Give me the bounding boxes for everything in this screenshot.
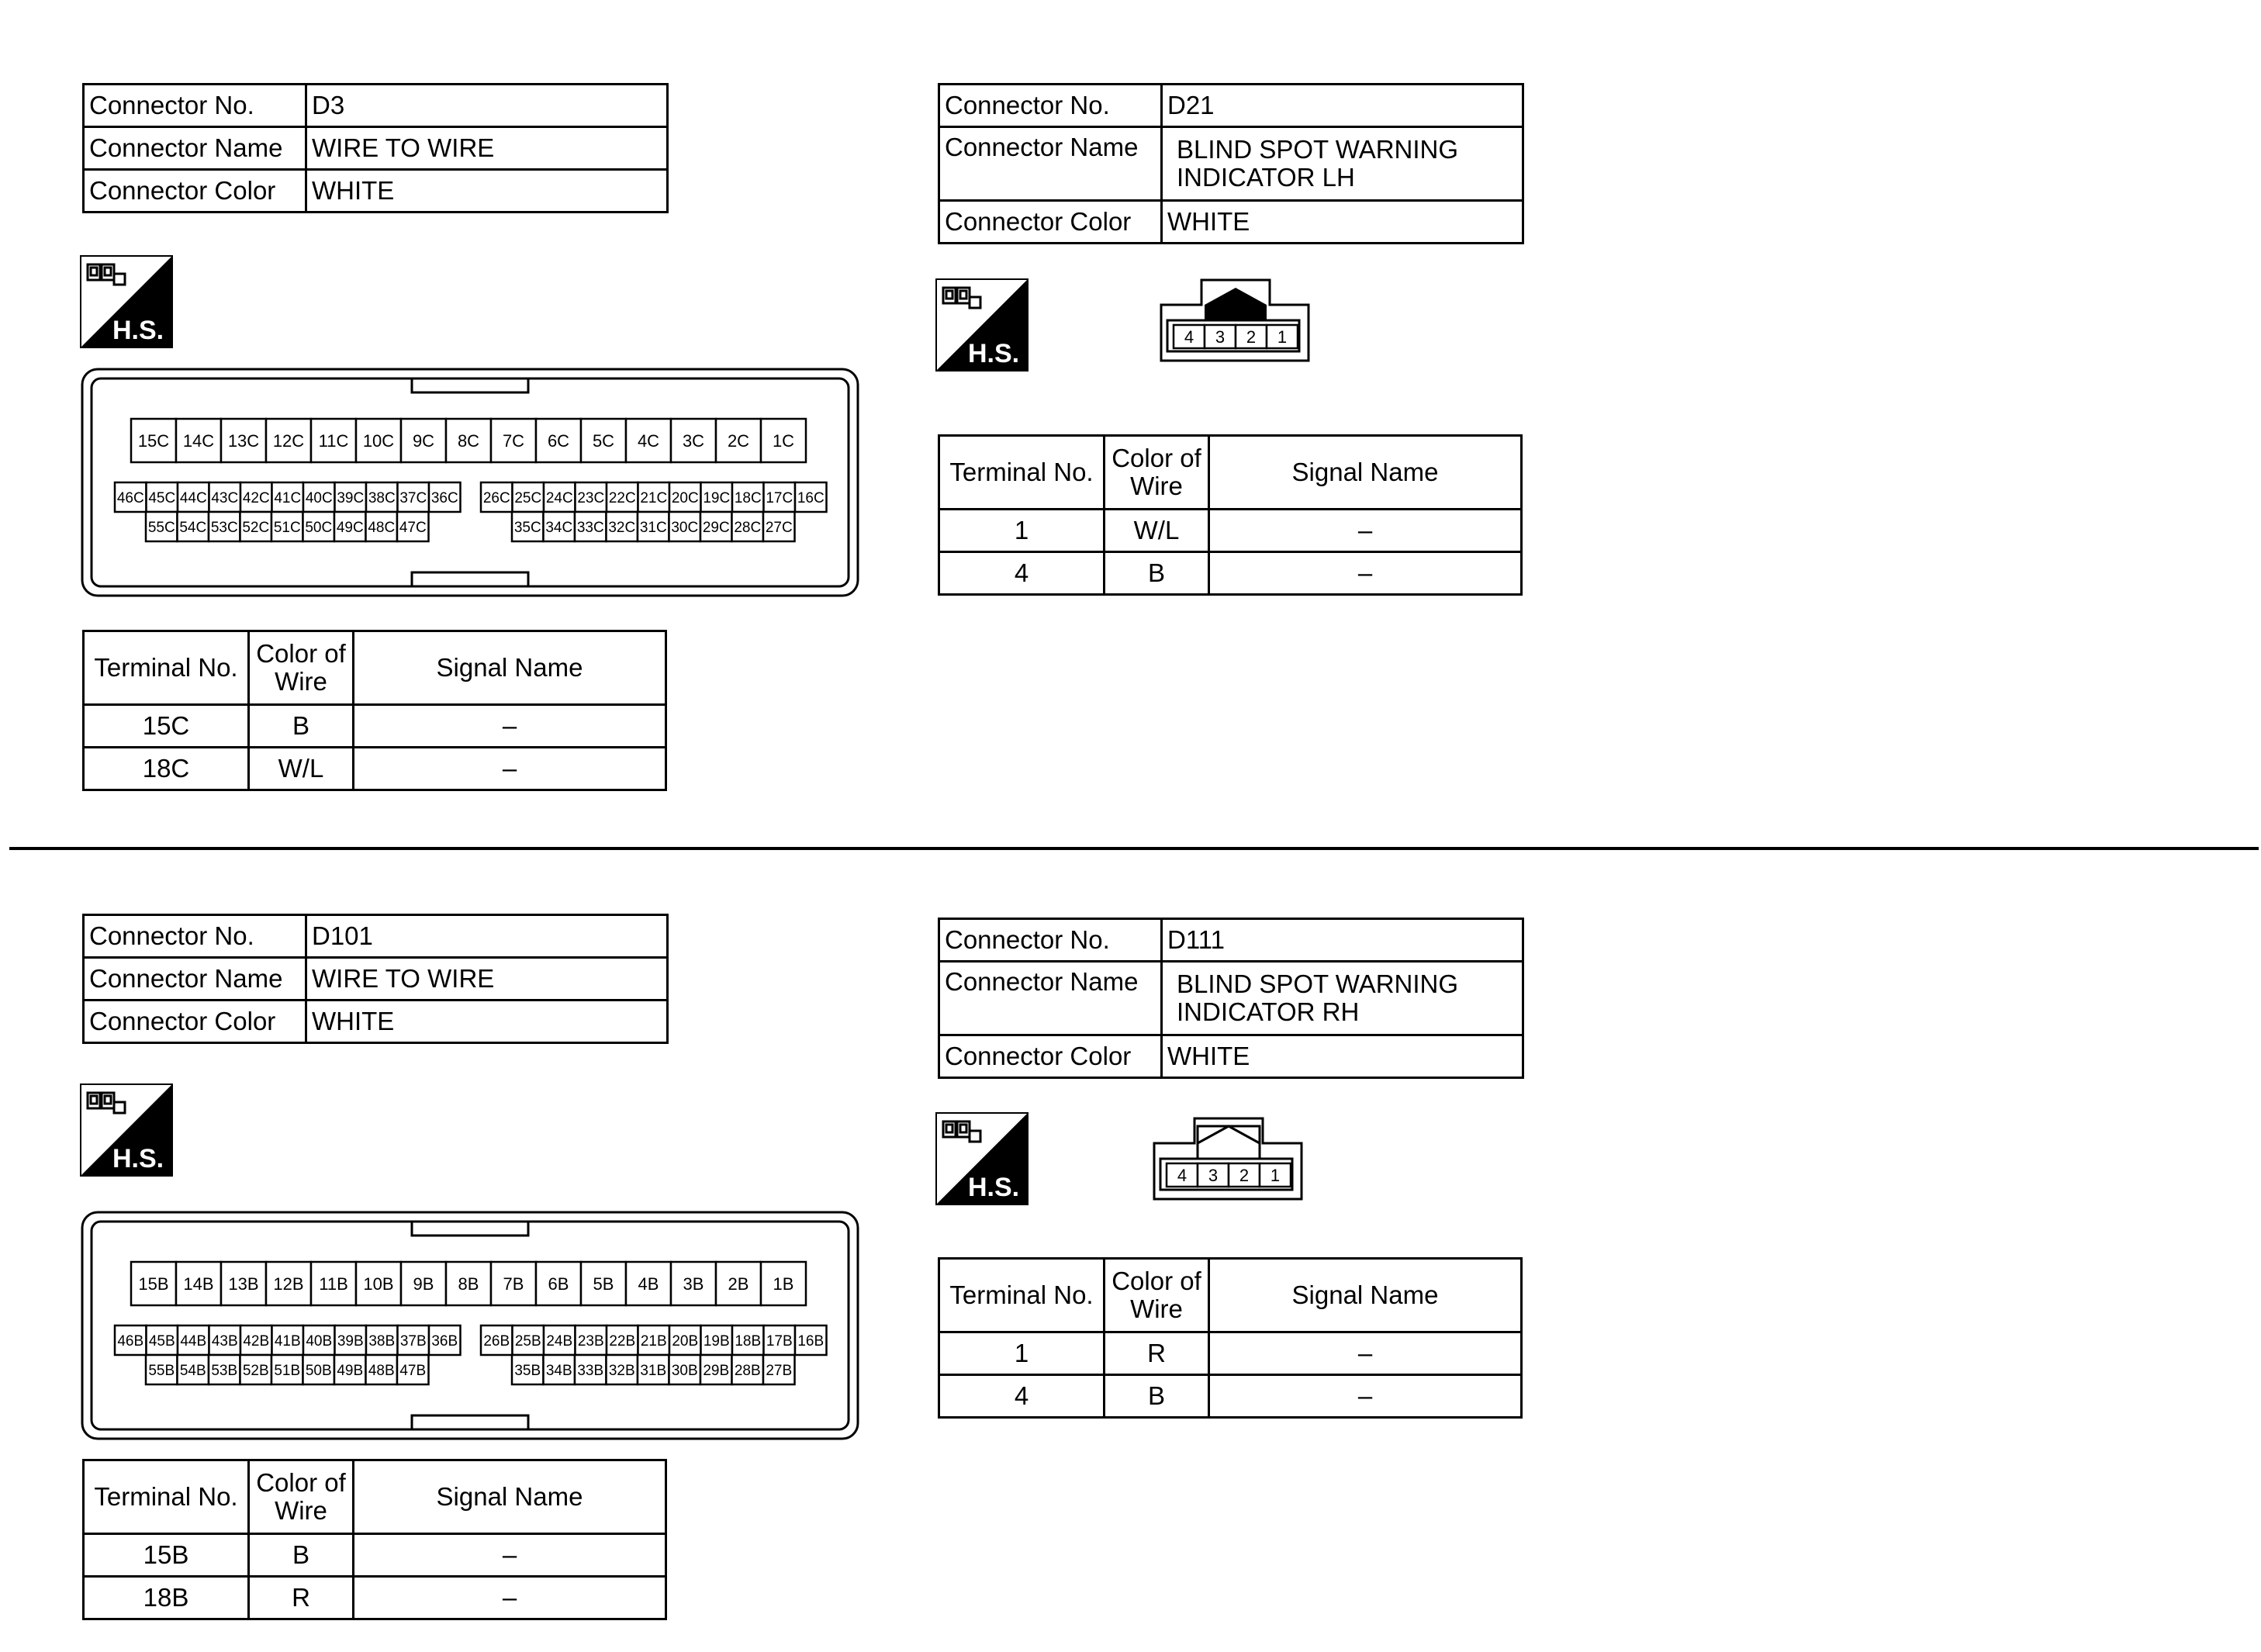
pin-label: 6B (548, 1274, 569, 1294)
signal-name: – (354, 1534, 666, 1577)
harness-side-icon (935, 278, 1027, 370)
pin-label: 17B (766, 1332, 793, 1350)
connector-color-label: Connector Color (939, 201, 1162, 244)
terminal-no-header: Terminal No. (84, 631, 249, 705)
pin-label: 21B (640, 1332, 667, 1350)
pin-label: 32C (608, 519, 636, 536)
pin-label: 36C (430, 489, 458, 506)
pin-label: 55C (147, 519, 175, 536)
pin-label: 28B (734, 1362, 761, 1379)
pin-label: 54B (179, 1362, 206, 1379)
pin-label: 8B (458, 1274, 479, 1294)
pin-label: 50C (305, 519, 333, 536)
pin-label: 25B (514, 1332, 541, 1350)
signal-name-header: Signal Name (1209, 1259, 1522, 1332)
harness-side-icon (80, 255, 171, 347)
terminal-no: 18B (84, 1577, 249, 1619)
pin-label: 31B (640, 1362, 667, 1379)
signal-name: – (354, 748, 666, 790)
pin-label: 40C (305, 489, 333, 506)
signal-name-header: Signal Name (1209, 436, 1522, 510)
connector-name-label: Connector Name (84, 958, 306, 1001)
terminal-no: 15B (84, 1534, 249, 1577)
pin-label: 2B (728, 1274, 749, 1294)
connector-info-d21 (938, 83, 1524, 244)
wire-color-header: Color of Wire (249, 631, 354, 705)
pin-label: 2 (1239, 1165, 1250, 1185)
terminal-no-header: Terminal No. (939, 1259, 1105, 1332)
pin-label: 38C (368, 489, 396, 506)
pin-label: 27C (765, 519, 793, 536)
pin-label: 34C (545, 519, 573, 536)
connector-face-d111 (1153, 1115, 1308, 1202)
pin-label: 11C (318, 430, 349, 451)
connector-color-value: WHITE (1162, 1035, 1523, 1078)
connector-no-label: Connector No. (939, 919, 1162, 962)
pin-label: 4 (1177, 1165, 1188, 1185)
table-row (84, 705, 666, 748)
connector-name-value: WIRE TO WIRE (306, 127, 668, 170)
pin-label: 45C (148, 489, 176, 506)
pin-label: 2 (1246, 327, 1257, 347)
hs-label: H.S. (112, 316, 164, 345)
pin-label: 39B (337, 1332, 364, 1350)
pin-label: 13C (227, 430, 260, 451)
terminal-table-d101 (82, 1459, 667, 1620)
pin-label: 16C (797, 489, 825, 506)
pin-label: 19B (703, 1332, 730, 1350)
hs-label: H.S. (968, 339, 1020, 368)
pin-label: 37B (399, 1332, 427, 1350)
pin-label: 11B (319, 1274, 348, 1294)
pin-label: 26C (482, 489, 510, 506)
pin-label: 3B (683, 1274, 704, 1294)
pin-label: 17C (766, 489, 793, 506)
pin-label: 7B (503, 1274, 524, 1294)
pin-label: 14B (183, 1274, 214, 1294)
table-row (84, 748, 666, 790)
wire-color: B (1105, 552, 1209, 595)
pin-label: 45B (148, 1332, 175, 1350)
signal-name: – (354, 705, 666, 748)
pin-label: 22B (609, 1332, 636, 1350)
pin-label: 46B (117, 1332, 144, 1350)
pin-label: 24B (546, 1332, 573, 1350)
pin-label: 54C (179, 519, 207, 536)
pin-label: 53B (211, 1362, 238, 1379)
connector-color-label: Connector Color (84, 1001, 306, 1043)
signal-name: – (1209, 510, 1522, 552)
connector-no-label: Connector No. (84, 915, 306, 958)
connector-color-value: WHITE (306, 1001, 668, 1043)
connector-no-value: D21 (1162, 85, 1523, 127)
terminal-no-header: Terminal No. (84, 1460, 249, 1534)
pin-label: 28C (734, 519, 762, 536)
pin-label: 35B (514, 1362, 541, 1379)
terminal-no: 4 (939, 552, 1105, 595)
signal-name: – (1209, 1332, 1522, 1375)
pin-label: 18C (734, 489, 762, 506)
connector-name-value: WIRE TO WIRE (306, 958, 668, 1001)
pin-label: 32B (608, 1362, 635, 1379)
connector-no-label: Connector No. (84, 85, 306, 127)
connector-name-label: Connector Name (939, 127, 1162, 201)
pin-label: 51B (274, 1362, 301, 1379)
connector-face-d101 (81, 1211, 859, 1440)
wire-color: B (249, 705, 354, 748)
signal-name: – (1209, 552, 1522, 595)
pin-label: 43C (211, 489, 239, 506)
connector-face-d3 (81, 368, 859, 597)
pin-label: 3 (1215, 327, 1226, 347)
pin-label: 46C (116, 489, 144, 506)
pin-label: 20B (672, 1332, 699, 1350)
connector-name-label: Connector Name (939, 962, 1162, 1035)
terminal-no: 15C (84, 705, 249, 748)
harness-side-icon (935, 1112, 1027, 1204)
pin-label: 1 (1277, 327, 1288, 347)
signal-name: – (354, 1577, 666, 1619)
pin-label: 55B (148, 1362, 175, 1379)
connector-info-d111 (938, 918, 1524, 1079)
pin-label: 5B (593, 1274, 614, 1294)
terminal-no: 18C (84, 748, 249, 790)
pin-label: 52C (242, 519, 270, 536)
wire-color: W/L (1105, 510, 1209, 552)
pin-label: 26B (483, 1332, 510, 1350)
pin-label: 52B (242, 1362, 269, 1379)
signal-name-header: Signal Name (354, 631, 666, 705)
pin-label: 22C (608, 489, 636, 506)
wire-color-header: Color of Wire (249, 1460, 354, 1534)
section-divider (9, 847, 2259, 850)
pin-label: 9C (412, 430, 435, 451)
pin-label: 47C (399, 519, 427, 536)
terminal-no: 4 (939, 1375, 1105, 1418)
harness-side-icon (80, 1083, 171, 1175)
pin-label: 33C (576, 519, 604, 536)
pin-label: 30B (671, 1362, 698, 1379)
pin-label: 33B (577, 1362, 604, 1379)
pin-label: 44C (179, 489, 207, 506)
table-row (939, 510, 1522, 552)
signal-name: – (1209, 1375, 1522, 1418)
signal-name-header: Signal Name (354, 1460, 666, 1534)
table-row (84, 1534, 666, 1577)
pin-label: 35C (513, 519, 541, 536)
wire-color: B (249, 1534, 354, 1577)
pin-label: 10C (362, 430, 395, 451)
pin-label: 3C (682, 430, 705, 451)
pin-label: 48C (368, 519, 396, 536)
pin-label: 21C (640, 489, 668, 506)
pin-label: 38B (368, 1332, 396, 1350)
pin-label: 44B (180, 1332, 207, 1350)
pin-label: 5C (592, 430, 615, 451)
pin-label: 24C (545, 489, 573, 506)
pin-label: 4B (638, 1274, 659, 1294)
pin-label: 1B (773, 1274, 794, 1294)
pin-label: 39C (337, 489, 365, 506)
pin-label: 36B (431, 1332, 458, 1350)
terminal-no: 1 (939, 510, 1105, 552)
terminal-table-d21 (938, 434, 1523, 596)
table-row (939, 1375, 1522, 1418)
pin-label: 1C (772, 430, 795, 451)
pin-label: 16B (797, 1332, 825, 1350)
pin-label: 42B (243, 1332, 270, 1350)
pin-label: 23C (577, 489, 605, 506)
table-row (939, 552, 1522, 595)
hs-label: H.S. (968, 1173, 1020, 1202)
pin-label: 10B (363, 1274, 394, 1294)
pin-label: 27B (766, 1362, 793, 1379)
connector-color-label: Connector Color (84, 170, 306, 213)
pin-label: 49C (336, 519, 364, 536)
terminal-table-d3 (82, 630, 667, 791)
connector-color-value: WHITE (306, 170, 668, 213)
terminal-no-header: Terminal No. (939, 436, 1105, 510)
pin-label: 29C (702, 519, 730, 536)
wire-color: W/L (249, 748, 354, 790)
pin-label: 40B (306, 1332, 333, 1350)
pin-label: 4 (1184, 327, 1194, 347)
pin-label: 30C (671, 519, 699, 536)
pin-label: 41C (274, 489, 302, 506)
table-row (84, 1577, 666, 1619)
pin-label: 49B (337, 1362, 364, 1379)
pin-label: 1 (1270, 1165, 1281, 1185)
connector-no-value: D111 (1162, 919, 1523, 962)
pin-label: 8C (457, 430, 480, 451)
pin-label: 48B (368, 1362, 395, 1379)
pin-label: 6C (547, 430, 570, 451)
terminal-table-d111 (938, 1257, 1523, 1419)
pin-label: 37C (399, 489, 427, 506)
wire-color-header: Color of Wire (1105, 436, 1209, 510)
pin-label: 20C (671, 489, 699, 506)
pin-label: 18B (735, 1332, 762, 1350)
wire-color-header: Color of Wire (1105, 1259, 1209, 1332)
pin-label: 53C (210, 519, 238, 536)
pin-label: 9B (413, 1274, 434, 1294)
pin-label: 4C (637, 430, 660, 451)
pin-label: 12B (273, 1274, 304, 1294)
hs-label: H.S. (112, 1144, 164, 1173)
pin-label: 19C (703, 489, 731, 506)
pin-label: 12C (272, 430, 305, 451)
connector-color-label: Connector Color (939, 1035, 1162, 1078)
pin-label: 25C (514, 489, 542, 506)
connector-no-value: D101 (306, 915, 668, 958)
pin-label: 2C (727, 430, 750, 451)
wire-color: B (1105, 1375, 1209, 1418)
connector-info-d101 (82, 914, 669, 1044)
pin-label: 15B (138, 1274, 169, 1294)
pin-label: 14C (182, 430, 215, 451)
connector-name-label: Connector Name (84, 127, 306, 170)
pin-label: 13B (228, 1274, 259, 1294)
terminal-no: 1 (939, 1332, 1105, 1375)
pin-label: 31C (639, 519, 667, 536)
pin-label: 34B (545, 1362, 572, 1379)
connector-name-value: BLIND SPOT WARNING INDICATOR RH (1162, 962, 1523, 1035)
pin-label: 51C (273, 519, 301, 536)
table-row (939, 1332, 1522, 1375)
pin-label: 15C (137, 430, 170, 451)
wire-color: R (1105, 1332, 1209, 1375)
pin-label: 43B (211, 1332, 238, 1350)
pin-label: 7C (502, 430, 525, 451)
pin-label: 50B (305, 1362, 332, 1379)
wire-color: R (249, 1577, 354, 1619)
connector-no-value: D3 (306, 85, 668, 127)
connector-color-value: WHITE (1162, 201, 1523, 244)
connector-info-d3 (82, 83, 669, 213)
pin-label: 23B (577, 1332, 604, 1350)
connector-no-label: Connector No. (939, 85, 1162, 127)
pin-label: 47B (399, 1362, 427, 1379)
pin-label: 29B (703, 1362, 730, 1379)
pin-label: 41B (274, 1332, 301, 1350)
connector-name-value: BLIND SPOT WARNING INDICATOR LH (1162, 127, 1523, 201)
pin-label: 42C (242, 489, 270, 506)
pin-label: 3 (1208, 1165, 1219, 1185)
connector-face-d21 (1160, 277, 1315, 364)
